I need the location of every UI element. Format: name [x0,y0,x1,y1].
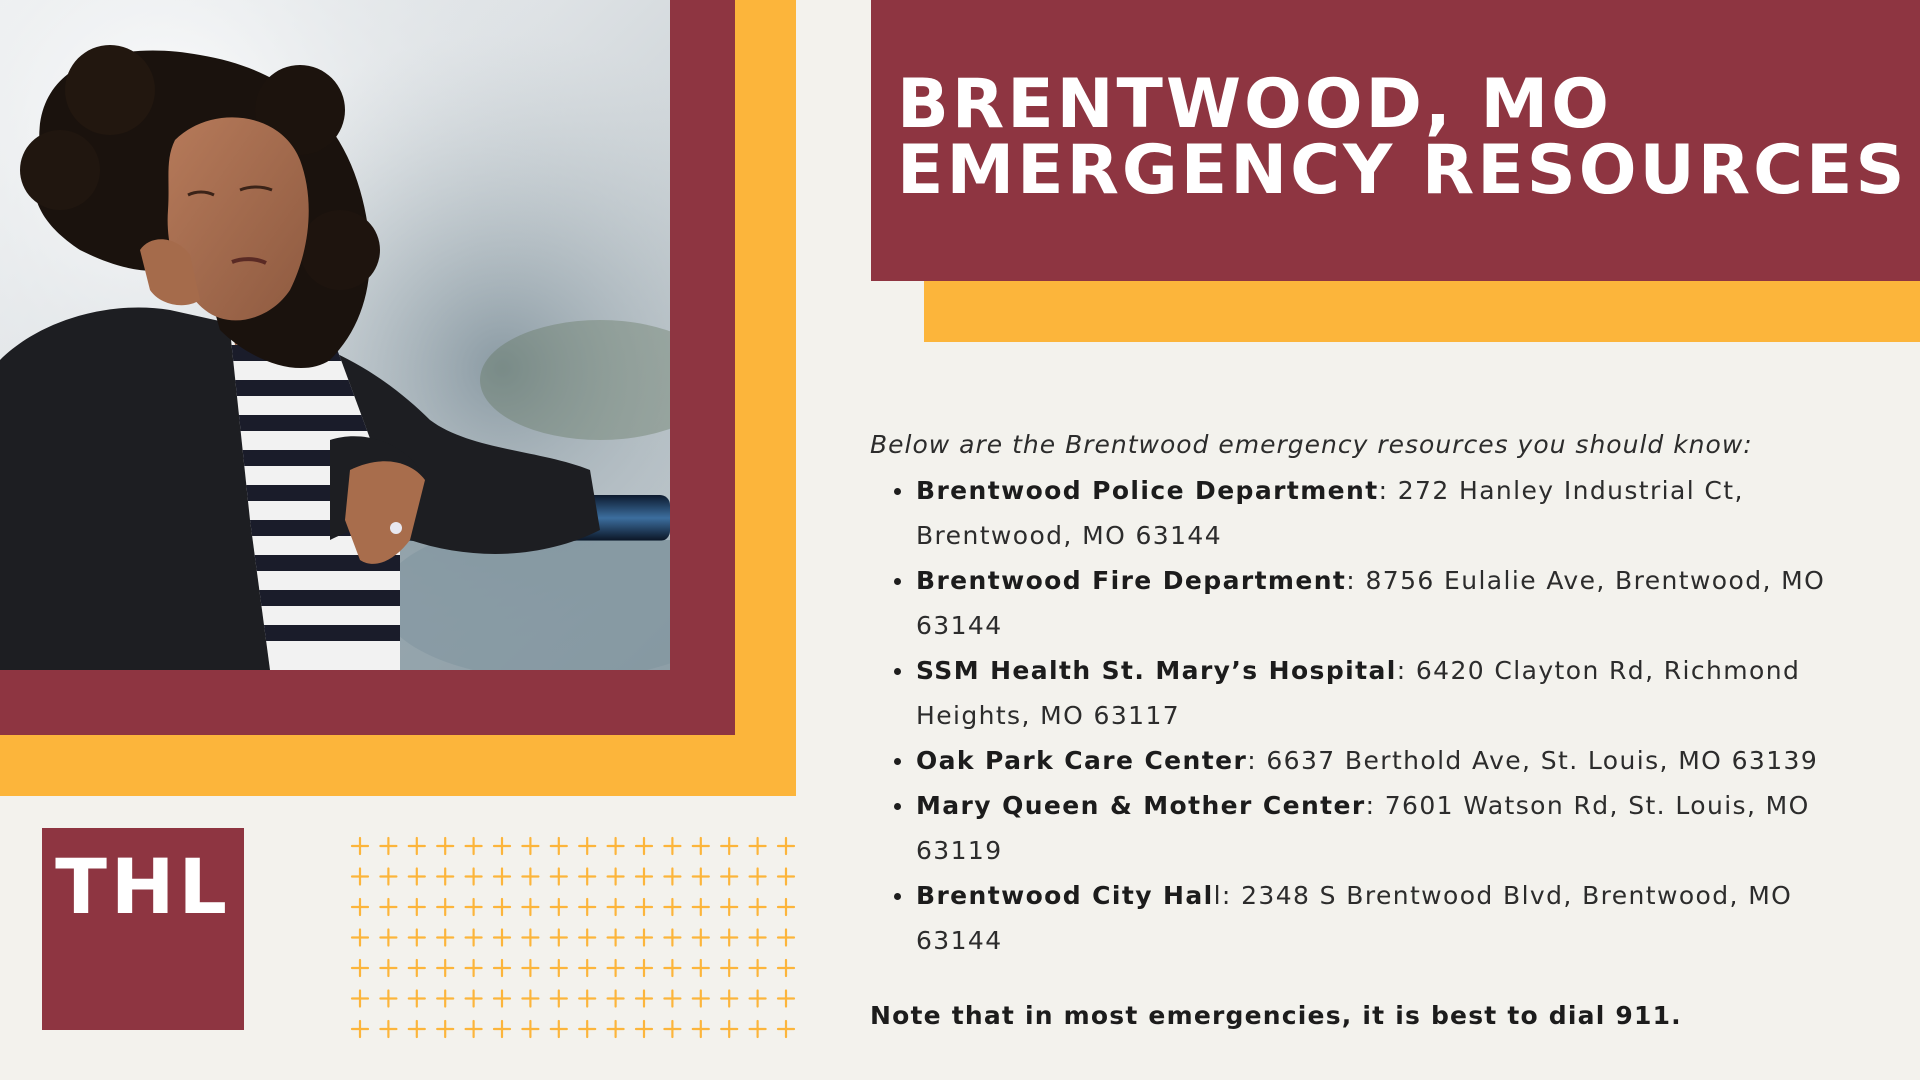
plus-mark [551,1021,567,1037]
plus-mark [721,930,737,946]
plus-mark [437,1021,453,1037]
plus-mark [664,838,680,854]
plus-mark [721,869,737,885]
plus-mark [551,899,567,915]
plus-mark [693,960,709,976]
plus-mark [409,930,425,946]
resource-name: Brentwood City Hal [916,881,1214,910]
plus-mark [409,1021,425,1037]
plus-mark [721,899,737,915]
intro-text: Below are the Brentwood emergency resources you should know: [870,430,1753,459]
plus-mark [352,838,368,854]
plus-mark [636,930,652,946]
plus-mark [636,960,652,976]
plus-mark [437,960,453,976]
plus-mark [750,838,766,854]
resource-name: SSM Health St. Mary’s Hospital [916,656,1397,685]
plus-mark [693,838,709,854]
plus-mark [551,991,567,1007]
plus-mark [409,838,425,854]
title-line-1: BRENTWOOD, MO [897,65,1612,144]
resource-list [870,468,1880,963]
plus-mark [409,899,425,915]
plus-mark [608,960,624,976]
plus-mark [750,960,766,976]
resource-address: 6637 Berthold Ave, St. Louis, MO 63139 [1266,746,1819,775]
resource-item [916,558,1880,648]
plus-mark [352,960,368,976]
plus-mark [636,899,652,915]
plus-mark [664,899,680,915]
plus-pattern-icon [350,836,800,1048]
plus-mark [664,869,680,885]
plus-mark [466,991,482,1007]
plus-mark [522,960,538,976]
resource-name: Mary Queen & Mother Center [916,791,1366,820]
plus-mark [579,899,595,915]
plus-mark [608,930,624,946]
resource-item [916,783,1880,873]
plus-mark [437,899,453,915]
resource-address: 8756 Eulalie Ave, Brentwood, MO 63144 [916,566,1826,640]
resource-address: 272 Hanley Industrial Ct, Brentwood, MO 63144 [916,476,1744,550]
plus-mark [380,1021,396,1037]
plus-mark [522,930,538,946]
resource-address: 2348 S Brentwood Blvd, Brentwood, MO 63144 [916,881,1793,955]
plus-mark [551,960,567,976]
plus-mark [778,899,794,915]
plus-mark [437,930,453,946]
thl-logo [42,828,244,1030]
plus-mark [750,991,766,1007]
resource-separator: l: [1213,881,1242,910]
plus-mark [778,1021,794,1037]
plus-mark [380,869,396,885]
resource-address: 7601 Watson Rd, St. Louis, MO 63119 [916,791,1810,865]
title-banner [871,0,1920,281]
plus-mark [437,838,453,854]
plus-mark [380,899,396,915]
plus-mark [380,960,396,976]
woman-neck-pain-photo [0,0,670,670]
plus-mark [721,991,737,1007]
plus-mark [778,960,794,976]
plus-mark [778,869,794,885]
resource-separator: : [1365,791,1385,820]
plus-mark [608,869,624,885]
plus-mark [466,960,482,976]
plus-mark [579,1021,595,1037]
plus-mark [778,838,794,854]
plus-mark [494,869,510,885]
resource-separator: : [1346,566,1366,595]
plus-mark [409,869,425,885]
plus-mark [551,838,567,854]
title-line-2: EMERGENCY RESOURCES [897,131,1908,210]
plus-mark [636,1021,652,1037]
plus-mark [352,991,368,1007]
plus-mark [664,1021,680,1037]
resource-item [916,873,1880,963]
plus-mark [721,1021,737,1037]
plus-mark [778,930,794,946]
plus-mark [608,838,624,854]
plus-mark [664,991,680,1007]
plus-mark [551,930,567,946]
resource-item [916,468,1880,558]
plus-mark [380,838,396,854]
plus-mark [494,991,510,1007]
plus-mark [721,960,737,976]
page-title [897,65,1908,210]
plus-mark [750,930,766,946]
plus-mark [494,1021,510,1037]
plus-mark [352,1021,368,1037]
plus-mark [522,838,538,854]
plus-mark [352,869,368,885]
plus-mark [352,899,368,915]
plus-mark [579,960,595,976]
plus-mark [693,869,709,885]
plus-mark [466,838,482,854]
resource-name: Brentwood Police Department [916,476,1379,505]
plus-mark [409,960,425,976]
resource-separator: : [1378,476,1398,505]
plus-mark [750,1021,766,1037]
plus-mark [579,991,595,1007]
content-section [870,424,1880,1030]
plus-mark [608,991,624,1007]
plus-mark [721,838,737,854]
resource-separator: : [1396,656,1416,685]
resource-item [916,648,1880,738]
plus-mark [522,1021,538,1037]
note-text: Note that in most emergencies, it is best to dial 911. [870,1001,1682,1030]
plus-mark [636,838,652,854]
plus-mark [466,869,482,885]
plus-mark [693,899,709,915]
resource-name: Brentwood Fire Department [916,566,1347,595]
plus-mark [750,899,766,915]
plus-mark [636,991,652,1007]
plus-mark [664,930,680,946]
plus-mark [778,991,794,1007]
plus-mark [494,899,510,915]
plus-mark [579,869,595,885]
plus-mark [437,869,453,885]
resource-name: Oak Park Care Center [916,746,1248,775]
resource-address: 6420 Clayton Rd, Richmond Heights, MO 63117 [916,656,1801,730]
plus-mark [693,991,709,1007]
plus-mark [380,991,396,1007]
plus-mark [608,1021,624,1037]
plus-mark [522,869,538,885]
plus-mark [608,899,624,915]
plus-mark [466,930,482,946]
plus-mark [494,838,510,854]
plus-mark [522,991,538,1007]
plus-mark [352,930,368,946]
plus-mark [579,838,595,854]
plus-mark [750,869,766,885]
resource-item [916,738,1880,783]
resource-separator: : [1247,746,1267,775]
plus-mark [522,899,538,915]
plus-mark [693,1021,709,1037]
plus-mark [437,991,453,1007]
plus-mark [693,930,709,946]
plus-mark [494,960,510,976]
plus-mark [664,960,680,976]
plus-mark [466,899,482,915]
plus-mark [409,991,425,1007]
plus-mark [380,930,396,946]
plus-mark [494,930,510,946]
plus-mark [579,930,595,946]
plus-mark [636,869,652,885]
plus-mark [466,1021,482,1037]
plus-mark [551,869,567,885]
logo-text: THL [55,842,231,931]
